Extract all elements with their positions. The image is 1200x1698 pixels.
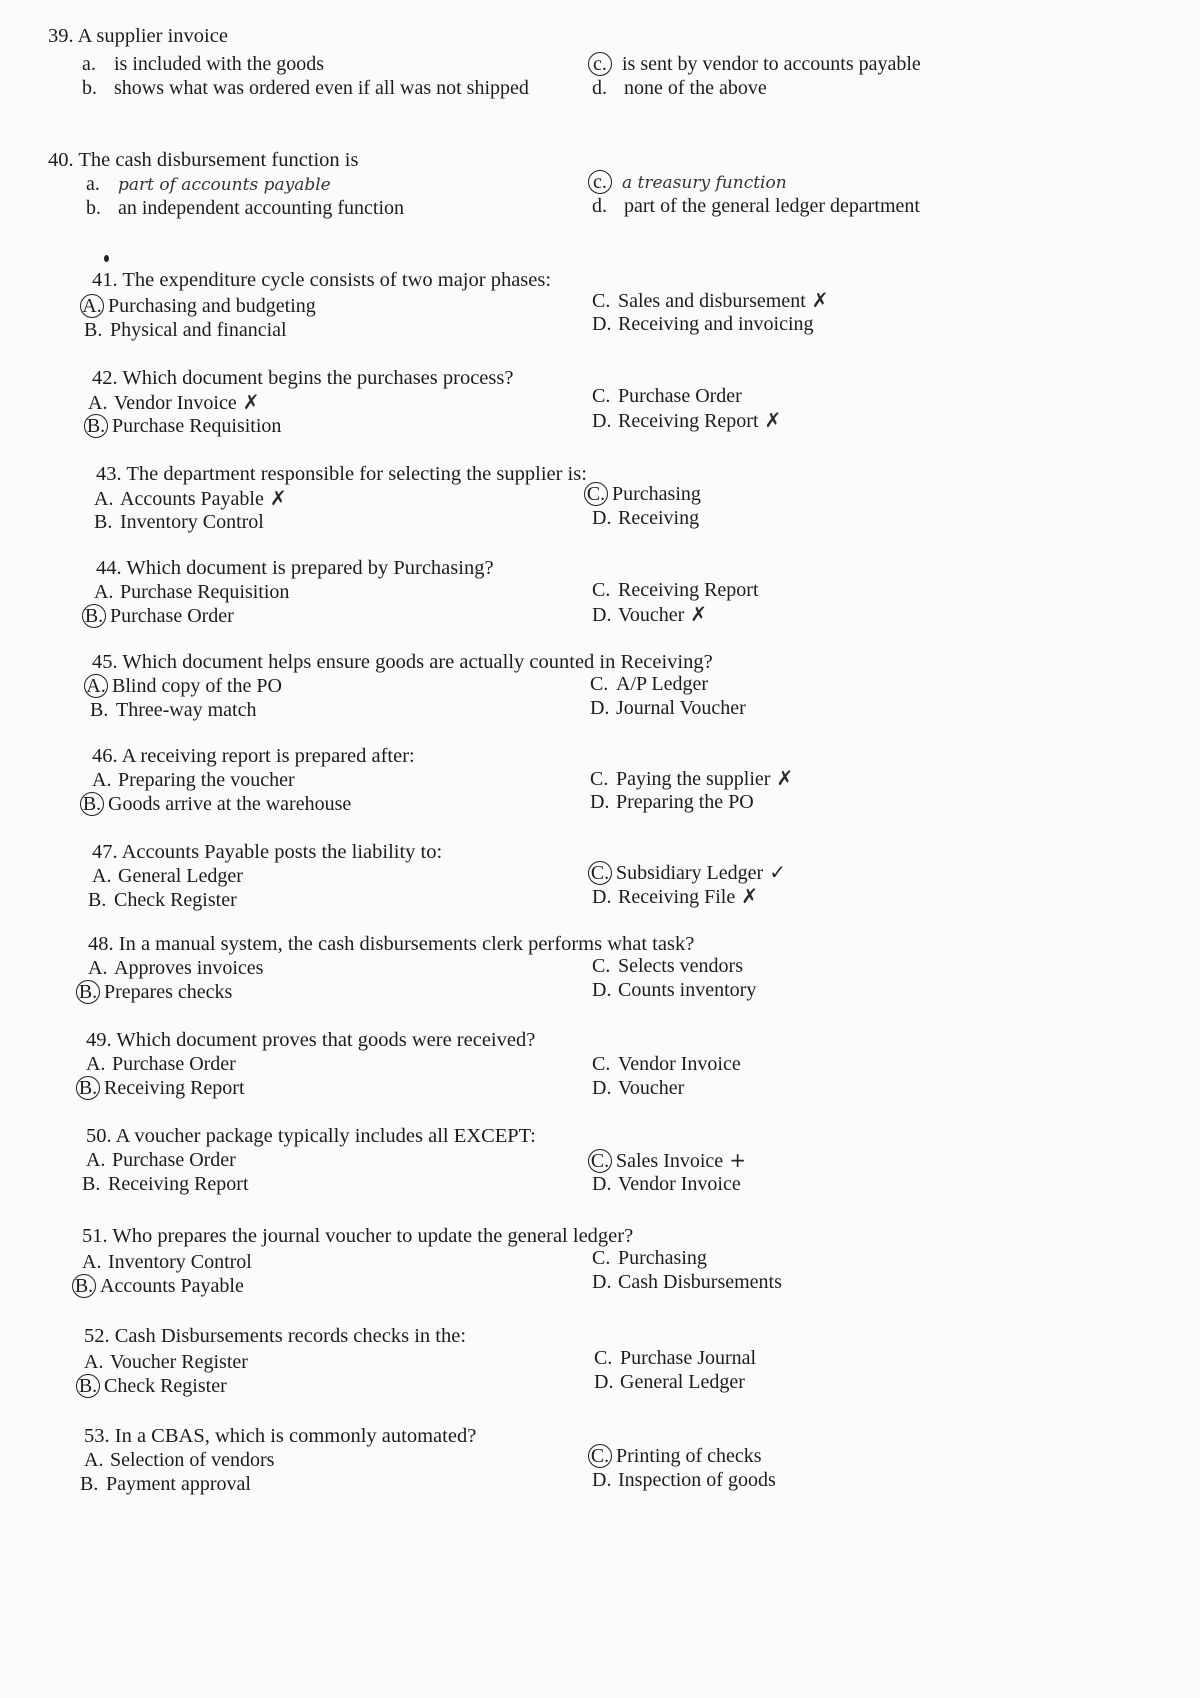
circled-answer-label: B.: [72, 1274, 96, 1298]
question-53-option-c[interactable]: [592, 1444, 762, 1468]
option-text: an independent accounting function: [118, 197, 405, 219]
question-53-option-d[interactable]: [592, 1468, 776, 1492]
check-mark-icon: ✓: [769, 860, 786, 884]
option-label: B.: [82, 1173, 101, 1195]
option-text: Counts inventory: [618, 979, 757, 1001]
question-48-option-c[interactable]: [592, 954, 743, 978]
circled-answer-label: B.: [76, 1076, 100, 1100]
option-label: C.: [592, 385, 611, 407]
question-39-stem: [48, 24, 228, 48]
x-mark-icon: ✗: [242, 390, 260, 414]
question-42-option-a[interactable]: [88, 390, 260, 415]
question-50-option-d[interactable]: [592, 1172, 741, 1196]
question-39-option-b[interactable]: [82, 76, 529, 100]
option-label: A.: [84, 1449, 104, 1471]
option-label: D.: [592, 1077, 612, 1099]
option-label: C.: [590, 673, 609, 695]
question-47-option-a[interactable]: [92, 864, 243, 888]
question-stem-text: 45. Which document helps ensure goods are actually counted in Receiving?: [92, 651, 713, 673]
question-52-option-c[interactable]: [594, 1346, 756, 1370]
option-label: B.: [88, 889, 107, 911]
question-49-option-d[interactable]: [592, 1076, 684, 1100]
option-text: Selects vendors: [618, 955, 743, 977]
question-51-option-c[interactable]: [592, 1246, 707, 1270]
option-label: b.: [86, 197, 101, 219]
circled-answer-label: C.: [588, 1444, 612, 1468]
option-text: Goods arrive at the warehouse: [108, 793, 352, 815]
option-label: A.: [86, 1149, 106, 1171]
option-text: Sales Invoice: [616, 1150, 724, 1172]
option-text: is included with the goods: [114, 53, 324, 75]
question-48-option-a[interactable]: [88, 956, 263, 980]
option-text: Accounts Payable: [120, 488, 264, 510]
question-42-option-b[interactable]: [88, 414, 281, 438]
x-mark-icon: ✗: [269, 486, 287, 510]
question-stem-text: 53. In a CBAS, which is commonly automated?: [84, 1425, 477, 1447]
question-40-option-d[interactable]: [592, 194, 920, 218]
option-label: C.: [592, 1053, 611, 1075]
question-40-option-c[interactable]: [592, 170, 787, 195]
circled-answer-label: C.: [588, 861, 612, 885]
option-label: d.: [592, 77, 607, 99]
option-text: none of the above: [624, 77, 767, 99]
option-text: Accounts Payable: [100, 1275, 244, 1297]
question-stem-text: 44. Which document is prepared by Purchasing?: [96, 557, 494, 579]
option-label: C.: [592, 579, 611, 601]
option-text: Printing of checks: [616, 1445, 762, 1467]
option-text: Receiving Report: [104, 1077, 245, 1099]
question-45-stem: [92, 650, 713, 674]
option-text: Purchasing: [612, 483, 701, 505]
question-51-option-b[interactable]: [76, 1274, 244, 1298]
option-label: D.: [592, 313, 612, 335]
option-text: Voucher Register: [110, 1351, 248, 1373]
option-text: Paying the supplier: [616, 768, 771, 790]
option-label: b.: [82, 77, 97, 99]
question-49-option-b[interactable]: [80, 1076, 245, 1100]
option-label: A.: [84, 1351, 104, 1373]
option-label: A.: [86, 1053, 106, 1075]
option-text: Subsidiary Ledger: [616, 862, 764, 884]
option-text: Voucher: [618, 1077, 685, 1099]
question-stem-text: 40. The cash disbursement function is: [48, 149, 359, 171]
question-stem-text: 49. Which document proves that goods were received?: [86, 1029, 536, 1051]
circled-answer-label: c.: [588, 52, 612, 76]
option-text: Purchase Order: [618, 385, 742, 407]
question-stem-text: 47. Accounts Payable posts the liability to:: [92, 841, 443, 863]
question-stem-text: 39. A supplier invoice: [48, 25, 228, 47]
option-label: A.: [88, 392, 108, 414]
option-text: Inventory Control: [108, 1251, 252, 1273]
option-label: C.: [592, 955, 611, 977]
option-label: A.: [94, 488, 114, 510]
option-text: Vendor Invoice: [618, 1173, 741, 1195]
question-51-stem: [82, 1224, 633, 1248]
option-text: Purchase Requisition: [112, 415, 282, 437]
option-text: Receiving Report: [108, 1173, 249, 1195]
option-label: D.: [592, 604, 612, 626]
option-label: C.: [594, 1347, 613, 1369]
pen-dot: [104, 255, 109, 262]
option-label: D.: [592, 1271, 612, 1293]
question-44-option-b[interactable]: [86, 604, 234, 628]
option-text: Check Register: [114, 889, 237, 911]
option-text: Approves invoices: [114, 957, 264, 979]
question-41-stem: [92, 268, 551, 292]
option-text: Selection of vendors: [110, 1449, 275, 1471]
x-mark-icon: ✗: [764, 408, 782, 432]
question-stem-text: 42. Which document begins the purchases process?: [92, 367, 514, 389]
question-49-option-c[interactable]: [592, 1052, 741, 1076]
question-stem-text: 52. Cash Disbursements records checks in the:: [84, 1325, 467, 1347]
option-label: C.: [592, 1247, 611, 1269]
question-42-option-c[interactable]: [592, 384, 742, 408]
option-text: Physical and financial: [110, 319, 287, 341]
option-text: Purchase Order: [112, 1053, 236, 1075]
option-text: General Ledger: [118, 865, 243, 887]
question-47-option-c[interactable]: [592, 860, 786, 885]
option-label: D.: [592, 1469, 612, 1491]
circled-answer-label: C.: [588, 1149, 612, 1173]
option-label: D.: [592, 886, 612, 908]
question-53-option-b[interactable]: [80, 1472, 251, 1496]
question-stem-text: 51. Who prepares the journal voucher to update the general ledger?: [82, 1225, 634, 1247]
option-text: Receiving File: [618, 886, 736, 908]
option-label: D.: [592, 507, 612, 529]
question-41-option-c[interactable]: [592, 288, 829, 313]
question-48-stem: [88, 932, 694, 956]
option-text: a treasury function: [622, 173, 787, 193]
option-text: part of the general ledger department: [624, 195, 920, 217]
question-50-option-a[interactable]: [86, 1148, 236, 1172]
question-43-option-a[interactable]: [94, 486, 287, 511]
option-text: shows what was ordered even if all was not shipped: [114, 77, 529, 99]
question-52-option-d[interactable]: [594, 1370, 745, 1394]
option-text: part of accounts payable: [118, 175, 331, 195]
option-text: Check Register: [104, 1375, 227, 1397]
question-48-option-b[interactable]: [80, 980, 232, 1004]
option-text: Sales and disbursement: [618, 290, 806, 312]
option-label: D.: [592, 979, 612, 1001]
circled-answer-label: B.: [84, 414, 108, 438]
question-45-option-b[interactable]: [90, 698, 256, 722]
question-46-option-b[interactable]: [84, 792, 351, 816]
option-text: Preparing the PO: [616, 791, 754, 813]
option-label: a.: [86, 173, 100, 195]
question-50-stem: [86, 1124, 536, 1148]
question-44-option-a[interactable]: [94, 580, 289, 604]
x-mark-icon: ✗: [811, 288, 829, 312]
option-text: Payment approval: [106, 1473, 251, 1495]
question-53-stem: [84, 1424, 476, 1448]
option-text: General Ledger: [620, 1371, 745, 1393]
circled-answer-label: A.: [84, 674, 108, 698]
option-label: A.: [82, 1251, 102, 1273]
option-label: D.: [590, 697, 610, 719]
option-text: Cash Disbursements: [618, 1271, 782, 1293]
circled-answer-label: B.: [76, 1374, 100, 1398]
question-40-stem: [48, 148, 358, 172]
circled-answer-label: c.: [588, 170, 612, 194]
option-text: Purchase Order: [110, 605, 234, 627]
plus-mark-icon: +: [729, 1148, 746, 1172]
question-47-option-d[interactable]: [592, 884, 758, 909]
question-50-option-c[interactable]: [592, 1148, 746, 1173]
option-label: D.: [590, 791, 610, 813]
x-mark-icon: ✗: [741, 884, 758, 908]
question-stem-text: 46. A receiving report is prepared after:: [92, 745, 415, 767]
question-50-option-b[interactable]: [82, 1172, 249, 1196]
option-text: Purchase Journal: [620, 1347, 757, 1369]
option-label: d.: [592, 195, 607, 217]
question-41-option-d[interactable]: [592, 312, 814, 336]
circled-answer-label: B.: [80, 792, 104, 816]
question-48-option-d[interactable]: [592, 978, 756, 1002]
question-stem-text: 41. The expenditure cycle consists of two major phases:: [92, 269, 552, 291]
option-text: Purchase Order: [112, 1149, 236, 1171]
question-47-stem: [92, 840, 442, 864]
circled-answer-label: B.: [76, 980, 100, 1004]
option-text: Preparing the voucher: [118, 769, 295, 791]
option-text: Voucher: [618, 604, 685, 626]
question-stem-text: 48. In a manual system, the cash disbursements clerk performs what task?: [88, 933, 695, 955]
question-44-stem: [96, 556, 494, 580]
question-41-option-b[interactable]: [84, 318, 287, 342]
option-text: Purchase Requisition: [120, 581, 290, 603]
question-39-option-d[interactable]: [592, 76, 767, 100]
x-mark-icon: ✗: [776, 766, 794, 790]
question-43-option-b[interactable]: [94, 510, 264, 534]
option-text: Receiving Report: [618, 410, 759, 432]
option-label: D.: [592, 410, 612, 432]
question-49-stem: [86, 1028, 535, 1052]
question-44-option-c[interactable]: [592, 578, 759, 602]
circled-answer-label: B.: [82, 604, 106, 628]
question-43-stem: [96, 462, 587, 486]
option-label: a.: [82, 53, 96, 75]
option-text: Blind copy of the PO: [112, 675, 282, 697]
option-label: A.: [92, 769, 112, 791]
option-text: Inspection of goods: [618, 1469, 776, 1491]
question-52-stem: [84, 1324, 466, 1348]
question-53-option-a[interactable]: [84, 1448, 274, 1472]
option-label: B.: [94, 511, 113, 533]
question-43-option-d[interactable]: [592, 506, 699, 530]
option-label: D.: [592, 1173, 612, 1195]
question-46-option-c[interactable]: [590, 766, 793, 791]
x-mark-icon: ✗: [690, 602, 708, 626]
option-label: B.: [90, 699, 109, 721]
question-39-option-a[interactable]: [82, 52, 324, 76]
option-text: Three-way match: [116, 699, 257, 721]
question-39-option-c[interactable]: [592, 52, 921, 76]
option-text: Vendor Invoice: [114, 392, 237, 414]
question-42-stem: [92, 366, 513, 390]
option-text: Purchasing and budgeting: [108, 295, 316, 317]
option-text: Receiving Report: [618, 579, 759, 601]
option-label: C.: [592, 290, 611, 312]
question-51-option-d[interactable]: [592, 1270, 782, 1294]
question-45-option-a[interactable]: [88, 674, 282, 698]
option-text: Receiving: [618, 507, 700, 529]
question-45-option-c[interactable]: [590, 672, 708, 696]
question-46-option-d[interactable]: [590, 790, 754, 814]
question-stem-text: 43. The department responsible for selecting the supplier is:: [96, 463, 587, 485]
option-text: Prepares checks: [104, 981, 233, 1003]
option-label: B.: [80, 1473, 99, 1495]
question-40-option-b[interactable]: [86, 196, 404, 220]
option-text: A/P Ledger: [616, 673, 709, 695]
option-text: Vendor Invoice: [618, 1053, 741, 1075]
option-text: Purchasing: [618, 1247, 707, 1269]
option-text: Receiving and invoicing: [618, 313, 814, 335]
question-43-option-c[interactable]: [588, 482, 701, 506]
question-52-option-a[interactable]: [84, 1350, 248, 1374]
question-46-option-a[interactable]: [92, 768, 295, 792]
circled-answer-label: C.: [584, 482, 608, 506]
question-stem-text: 50. A voucher package typically includes all EXCEPT:: [86, 1125, 536, 1147]
question-52-option-b[interactable]: [80, 1374, 227, 1398]
option-label: A.: [92, 865, 112, 887]
option-label: B.: [84, 319, 103, 341]
option-label: A.: [94, 581, 114, 603]
circled-answer-label: A.: [80, 294, 104, 318]
option-label: D.: [594, 1371, 614, 1393]
option-label: A.: [88, 957, 108, 979]
option-text: Inventory Control: [120, 511, 264, 533]
question-41-option-a[interactable]: [84, 294, 316, 318]
question-51-option-a[interactable]: [82, 1250, 252, 1274]
option-text: is sent by vendor to accounts payable: [622, 53, 921, 75]
option-label: C.: [590, 768, 609, 790]
option-text: Journal Voucher: [616, 697, 746, 719]
question-49-option-a[interactable]: [86, 1052, 236, 1076]
question-40-option-a[interactable]: [86, 172, 331, 197]
question-47-option-b[interactable]: [88, 888, 237, 912]
question-44-option-d[interactable]: [592, 602, 707, 627]
question-46-stem: [92, 744, 415, 768]
question-45-option-d[interactable]: [590, 696, 746, 720]
question-42-option-d[interactable]: [592, 408, 781, 433]
